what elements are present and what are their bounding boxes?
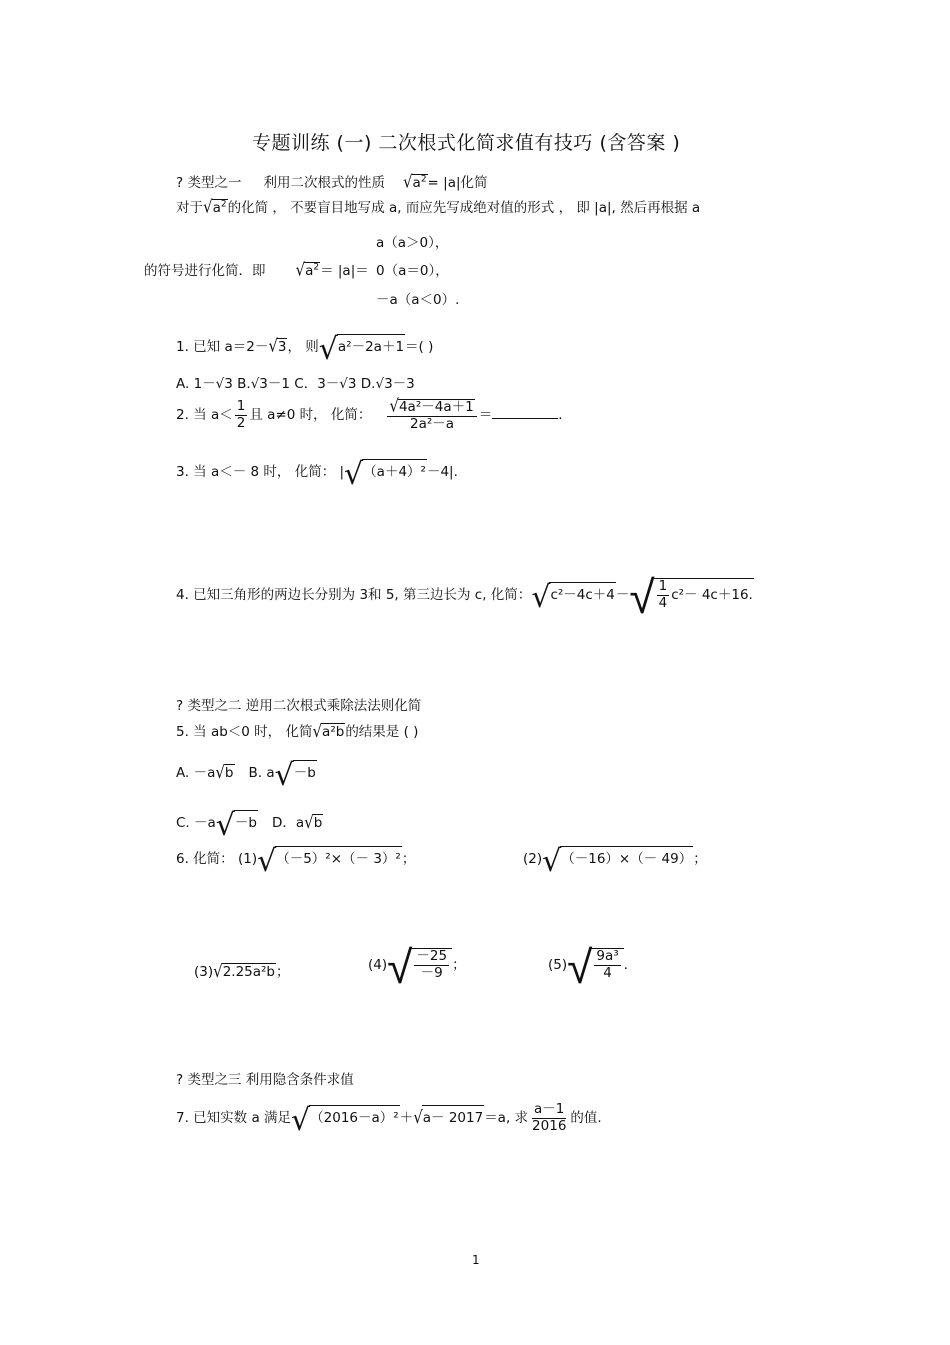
intro-line-2: 的符号进行化简．即 $√a^2= |a|=$ bbox=[144, 259, 369, 281]
question-6: 6. 化简： (1)√（－5）²×（－ 3）²； bbox=[176, 844, 416, 879]
sqrt-a-squared: $√a^2$ bbox=[402, 171, 427, 193]
question-1: 1. 已知 a＝2－√3， 则√a²－2a＋1＝( ) bbox=[176, 332, 434, 367]
question-5-options-ab: A. －a√b B. a√－b bbox=[176, 758, 316, 793]
intro-line: 对于$√a^2$的化简 ， 不要盲目地写成 a, 而应先写成绝对值的形式 ， 即 |a|, 然后再根据 a bbox=[176, 196, 701, 218]
question-2: 2. 当 a＜ $\frac{1}{2}$ 且 a≠0 时， 化简： $\frac{\text{√4a²－4a＋1}}{\text{2a²－a}}$ ＝ . bbox=[176, 395, 563, 432]
question-5: 5. 当 ab＜0 时， 化简√a²b的结果是 ( ) bbox=[176, 720, 419, 742]
section-1-text: 利用二次根式的性质 bbox=[263, 175, 385, 191]
question-7: 7. 已知实数 a 满足√（2016－a）²＋√a－ 2017＝a, 求 $\frac{a-1}{2016}$ 的值. bbox=[176, 1101, 602, 1139]
question-1-options: A. 1－√3 B.√3－1 C．3－√3 D.√3－3 bbox=[176, 376, 415, 392]
question-4: 4. 已知三角形的两边长分别为 3和 5, 第三边长为 c, 化简：√c²－4c＋4－√ $\frac{1}{4}$ c²－ 4c＋16. bbox=[176, 570, 753, 625]
question-6-part-2: (2)√（－16）×（－ 49）； bbox=[523, 844, 707, 879]
case-1: a（a＞0）， bbox=[376, 235, 449, 251]
case-3: －a（a＜0）. bbox=[376, 292, 460, 308]
section-heading-1: ? 类型之一 利用二次根式的性质 $√a^2= |a|$化简 bbox=[176, 171, 488, 193]
section-heading-2: ? 类型之二 逆用二次根式乘除法法则化简 bbox=[176, 698, 422, 714]
page-number: 1 bbox=[472, 1253, 480, 1267]
question-6-part-4: (4)√ $\frac{-25}{-9}$ ； bbox=[368, 940, 466, 995]
section-1-label: ? 类型之一 bbox=[176, 175, 242, 191]
page-title: 专题训练 (一) 二次根式化简求值有技巧 (含答案 ) bbox=[252, 132, 681, 154]
case-2: 0（a＝0）， bbox=[376, 263, 449, 279]
question-5-options-cd: C. －a√－b D．a√b bbox=[176, 808, 323, 843]
section-heading-3: ? 类型之三 利用隐含条件求值 bbox=[176, 1072, 354, 1088]
question-6-part-5: (5)√ $\frac{\text{9a³}}{4}$ . bbox=[548, 940, 628, 995]
question-6-part-3: (3)√2.25a²b； bbox=[194, 960, 290, 982]
answer-blank bbox=[492, 406, 558, 419]
question-3: 3. 当 a＜－ 8 时， 化简： |√（a＋4）²－4|. bbox=[176, 457, 458, 492]
